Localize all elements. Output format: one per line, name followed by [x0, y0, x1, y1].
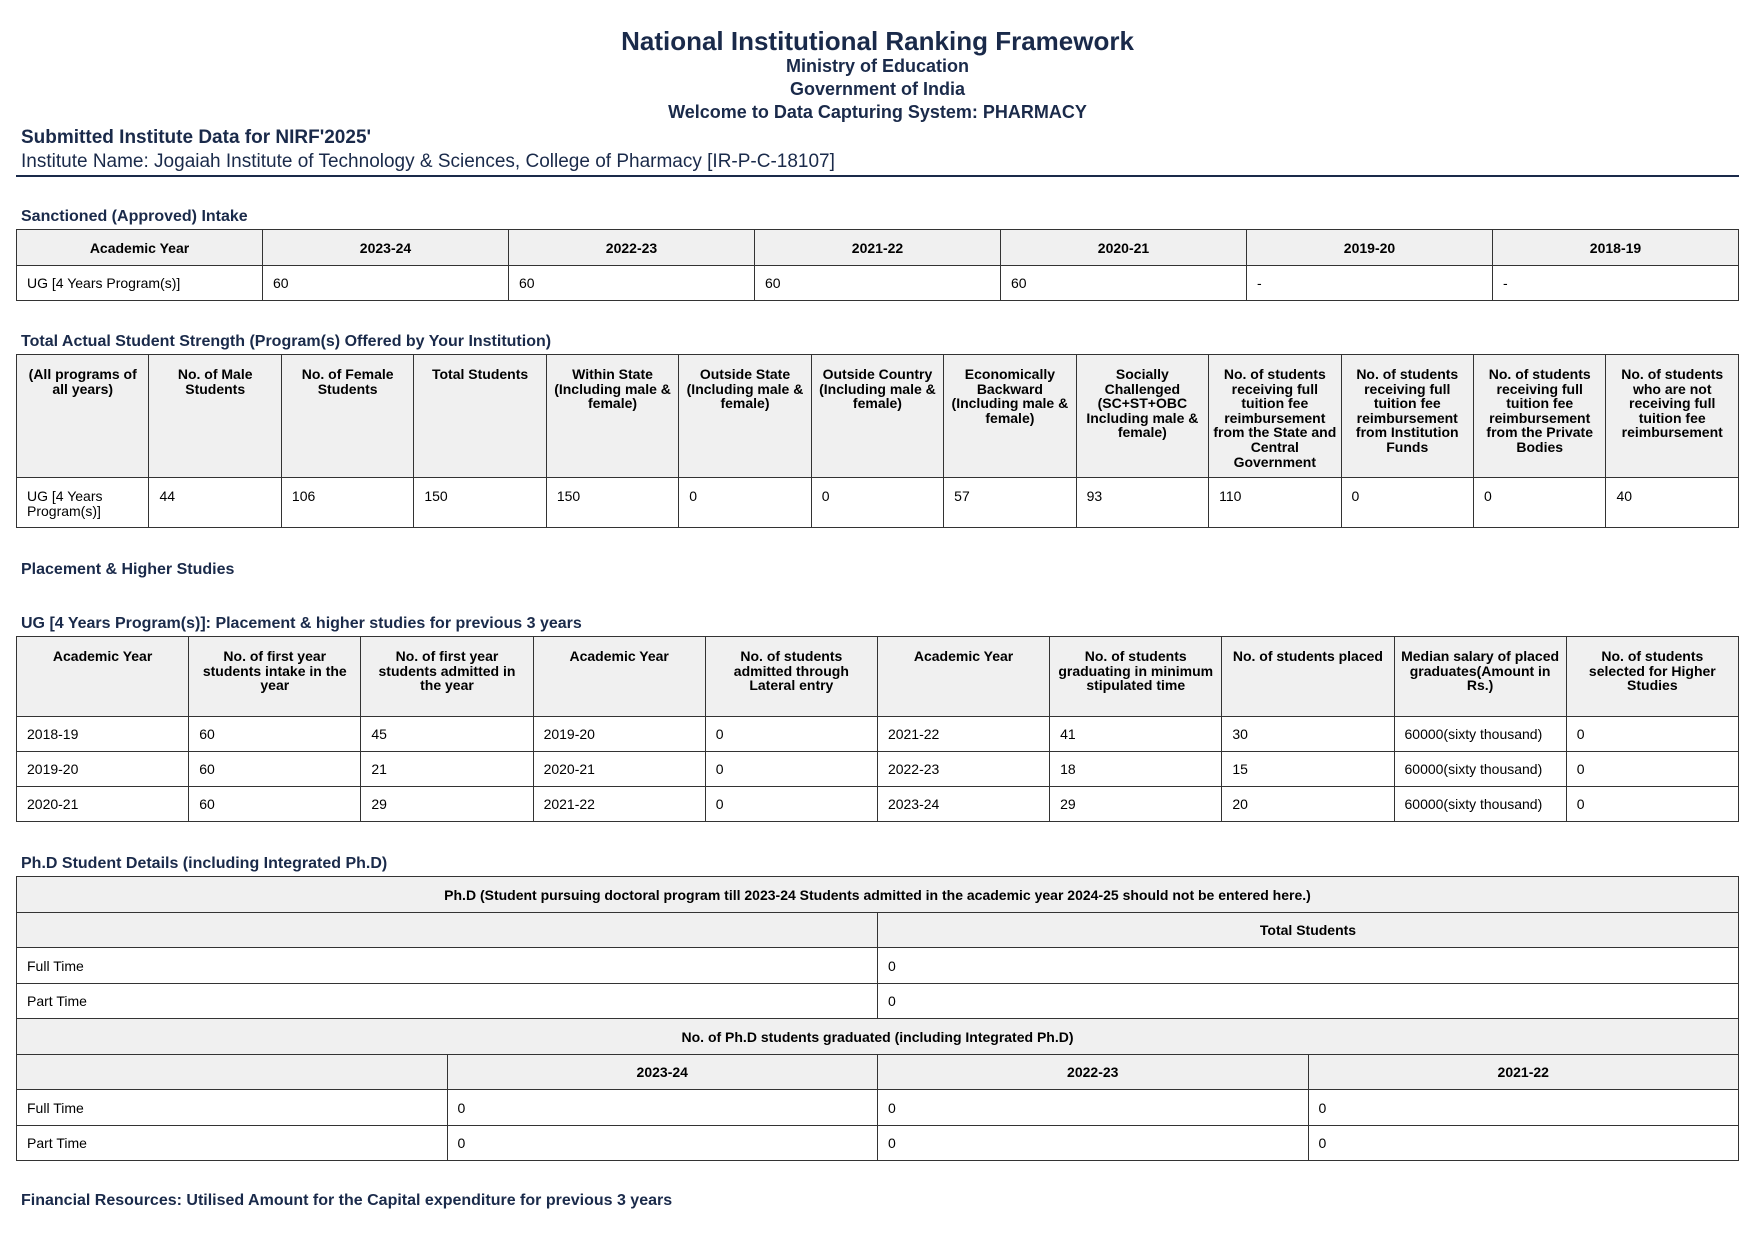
strength-header: Outside Country (Including male & female) [811, 355, 943, 478]
intake-cell: 60 [509, 266, 755, 301]
intake-header: 2018-19 [1493, 230, 1739, 266]
placement-cell: 2020-21 [533, 752, 705, 787]
table-row [17, 984, 1739, 1019]
placement-header: No. of first year students admitted in the year [361, 637, 533, 717]
phd-pursuing-header: Ph.D (Student pursuing doctoral program till 2023-24 Students admitted in the academic year 2024-25 should not be entered here.) [17, 877, 1739, 913]
phd-pursuing-table [16, 876, 1739, 1019]
phd-cell: Full Time [17, 948, 878, 984]
placement-header: No. of students selected for Higher Studies [1566, 637, 1738, 717]
placement-cell: 2023-24 [877, 787, 1049, 822]
strength-header: No. of students who are not receiving full tuition fee reimbursement [1606, 355, 1739, 478]
intake-header: 2021-22 [755, 230, 1001, 266]
strength-header: No. of Male Students [149, 355, 281, 478]
placement-cell: 60 [189, 752, 361, 787]
phd-graduated-header: No. of Ph.D students graduated (including Integrated Ph.D) [17, 1019, 1739, 1055]
strength-header: No. of Female Students [281, 355, 413, 478]
phd-cell: 0 [878, 1090, 1309, 1126]
placement-section-title: Placement & Higher Studies [21, 561, 235, 578]
strength-cell: 0 [811, 478, 943, 528]
government-name: Government of India [789, 79, 966, 99]
strength-header: Within State (Including male & female) [546, 355, 678, 478]
placement-cell: 0 [1566, 717, 1738, 752]
placement-cell: 60000(sixty thousand) [1394, 717, 1566, 752]
placement-cell: 41 [1050, 717, 1222, 752]
placement-cell: 0 [1566, 752, 1738, 787]
table-row [17, 1126, 1739, 1161]
strength-cell: 0 [679, 478, 811, 528]
strength-header: Socially Challenged (SC+ST+OBC Including male & female) [1076, 355, 1208, 478]
strength-cell: 0 [1473, 478, 1605, 528]
phd-total-header-row [17, 913, 1739, 948]
placement-table-title: UG [4 Years Program(s)]: Placement & higher studies for previous 3 years [21, 615, 582, 632]
intake-header: 2019-20 [1247, 230, 1493, 266]
phd-graduated-header-row [17, 1019, 1739, 1055]
table-row [17, 266, 1739, 301]
phd-cell: 0 [447, 1126, 878, 1161]
strength-cell: 44 [149, 478, 281, 528]
phd-cell: 0 [878, 948, 1739, 984]
placement-cell: 0 [705, 717, 877, 752]
placement-header: Academic Year [533, 637, 705, 717]
intake-table [16, 229, 1739, 301]
phd-cell: Part Time [17, 1126, 448, 1161]
table-row [17, 478, 1739, 528]
strength-cell: UG [4 Years Program(s)] [17, 478, 149, 528]
phd-cell: 0 [878, 1126, 1309, 1161]
strength-cell: 40 [1606, 478, 1739, 528]
strength-table [16, 354, 1739, 528]
intake-header: 2022-23 [509, 230, 755, 266]
placement-cell: 0 [1566, 787, 1738, 822]
placement-cell: 0 [705, 752, 877, 787]
table-row [17, 787, 1739, 822]
placement-cell: 60000(sixty thousand) [1394, 787, 1566, 822]
strength-cell: 0 [1341, 478, 1473, 528]
strength-header: No. of students receiving full tuition fee reimbursement from Institution Funds [1341, 355, 1473, 478]
system-name: Welcome to Data Capturing System: PHARMACY [668, 102, 1087, 122]
intake-header: 2023-24 [263, 230, 509, 266]
institute-name: Institute Name: Jogaiah Institute of Technology & Sciences, College of Pharmacy [IR-P-C-18107] [21, 151, 835, 172]
placement-header: Academic Year [17, 637, 189, 717]
intake-header: Academic Year [17, 230, 263, 266]
financial-section-title: Financial Resources: Utilised Amount for the Capital expenditure for previous 3 years [21, 1192, 673, 1209]
placement-cell: 0 [705, 787, 877, 822]
strength-cell: 110 [1209, 478, 1341, 528]
phd-year-header: 2021-22 [1308, 1055, 1739, 1090]
placement-cell: 2021-22 [877, 717, 1049, 752]
intake-header: 2020-21 [1001, 230, 1247, 266]
strength-cell: 150 [414, 478, 546, 528]
placement-cell: 30 [1222, 717, 1394, 752]
phd-cell: 0 [1308, 1126, 1739, 1161]
placement-cell: 29 [361, 787, 533, 822]
table-row [17, 752, 1739, 787]
placement-header: No. of students admitted through Lateral entry [705, 637, 877, 717]
placement-cell: 29 [1050, 787, 1222, 822]
phd-year-header: 2023-24 [447, 1055, 878, 1090]
strength-section-title: Total Actual Student Strength (Program(s) Offered by Your Institution) [21, 333, 552, 350]
placement-header-row [17, 637, 1739, 717]
table-row [17, 717, 1739, 752]
phd-year-header: 2022-23 [878, 1055, 1309, 1090]
strength-cell: 106 [281, 478, 413, 528]
intake-cell: 60 [263, 266, 509, 301]
placement-header: No. of students graduating in minimum stipulated time [1050, 637, 1222, 717]
intake-cell: - [1493, 266, 1739, 301]
header-divider [16, 175, 1739, 177]
placement-cell: 2019-20 [533, 717, 705, 752]
phd-cell: Full Time [17, 1090, 448, 1126]
intake-cell: UG [4 Years Program(s)] [17, 266, 263, 301]
intake-cell: - [1247, 266, 1493, 301]
placement-cell: 2022-23 [877, 752, 1049, 787]
strength-header: No. of students receiving full tuition fee reimbursement from the State and Central Government [1209, 355, 1341, 478]
table-row [17, 948, 1739, 984]
placement-table [16, 636, 1739, 822]
placement-cell: 20 [1222, 787, 1394, 822]
ministry-name: Ministry of Education [785, 56, 969, 76]
intake-cell: 60 [1001, 266, 1247, 301]
placement-cell: 2020-21 [17, 787, 189, 822]
placement-cell: 21 [361, 752, 533, 787]
phd-cell: 0 [878, 984, 1739, 1019]
placement-header: No. of first year students intake in the year [189, 637, 361, 717]
placement-cell: 2019-20 [17, 752, 189, 787]
phd-blank-header [17, 913, 878, 948]
placement-header: Academic Year [877, 637, 1049, 717]
placement-cell: 18 [1050, 752, 1222, 787]
placement-header: No. of students placed [1222, 637, 1394, 717]
strength-cell: 150 [546, 478, 678, 528]
phd-cell: 0 [447, 1090, 878, 1126]
placement-cell: 60 [189, 787, 361, 822]
placement-header: Median salary of placed graduates(Amount in Rs.) [1394, 637, 1566, 717]
placement-cell: 45 [361, 717, 533, 752]
placement-cell: 2021-22 [533, 787, 705, 822]
phd-cell: Part Time [17, 984, 878, 1019]
phd-years-header-row [17, 1055, 1739, 1090]
placement-cell: 15 [1222, 752, 1394, 787]
intake-section-title: Sanctioned (Approved) Intake [21, 208, 248, 225]
phd-blank-header [17, 1055, 448, 1090]
phd-cell: 0 [1308, 1090, 1739, 1126]
phd-section-title: Ph.D Student Details (including Integrated Ph.D) [21, 855, 388, 872]
strength-header: Total Students [414, 355, 546, 478]
intake-cell: 60 [755, 266, 1001, 301]
page-title: National Institutional Ranking Framework [621, 26, 1134, 56]
table-row [17, 1090, 1739, 1126]
phd-total-header: Total Students [878, 913, 1739, 948]
phd-graduated-table [16, 1018, 1739, 1161]
strength-cell: 57 [944, 478, 1076, 528]
strength-header: Economically Backward (Including male & female) [944, 355, 1076, 478]
placement-cell: 60 [189, 717, 361, 752]
placement-cell: 2018-19 [17, 717, 189, 752]
strength-header: Outside State (Including male & female) [679, 355, 811, 478]
placement-cell: 60000(sixty thousand) [1394, 752, 1566, 787]
strength-header: (All programs of all years) [17, 355, 149, 478]
phd-pursuing-header-row [17, 877, 1739, 913]
strength-header-row [17, 355, 1739, 478]
intake-header-row [17, 230, 1739, 266]
strength-cell: 93 [1076, 478, 1208, 528]
strength-header: No. of students receiving full tuition fee reimbursement from the Private Bodies [1473, 355, 1605, 478]
submitted-heading: Submitted Institute Data for NIRF'2025' [21, 127, 372, 148]
